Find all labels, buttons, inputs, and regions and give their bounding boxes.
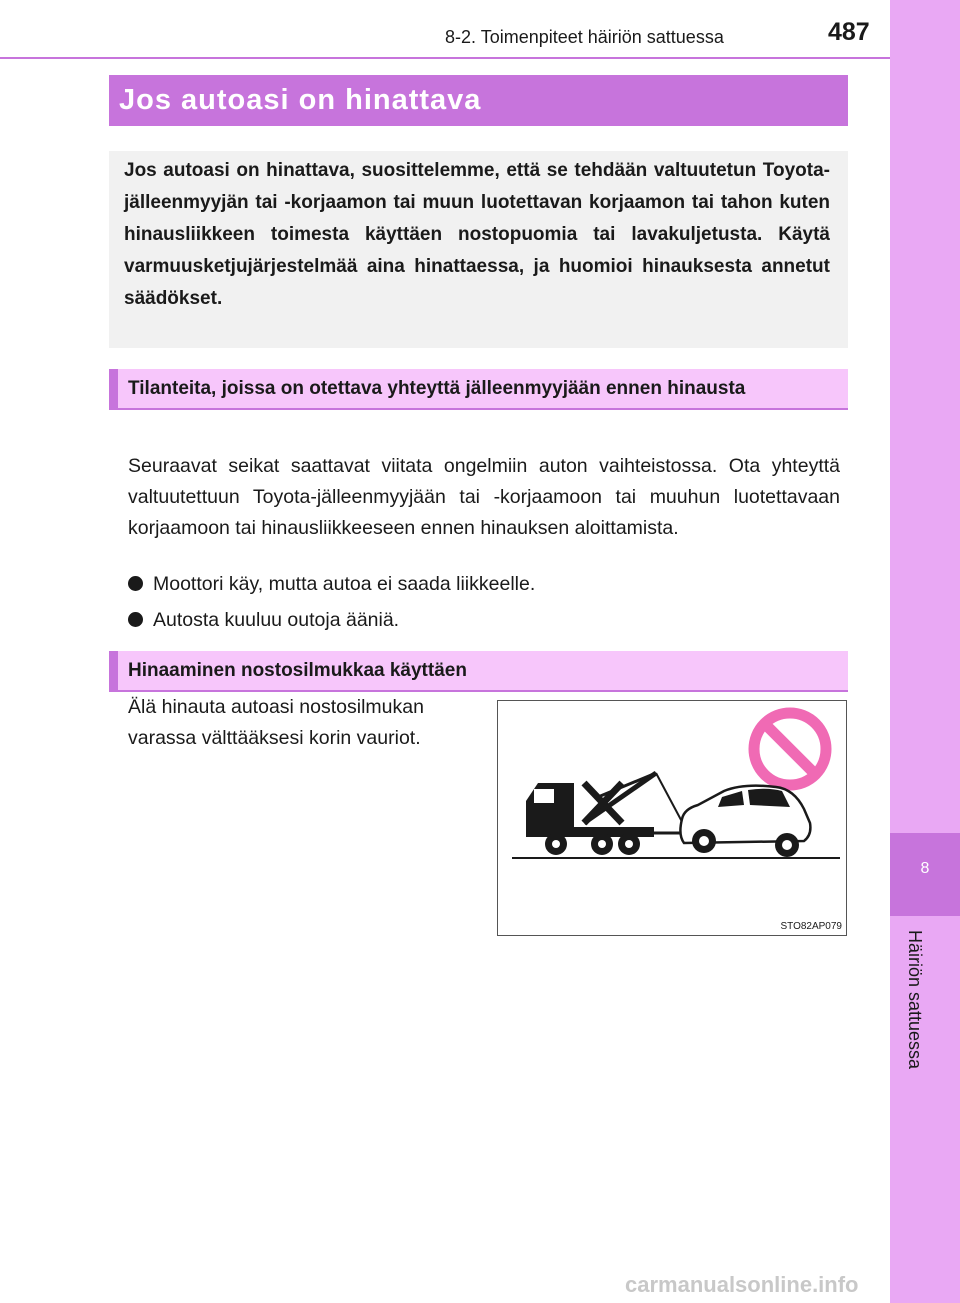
prohibition-icon <box>754 713 826 785</box>
car-icon <box>680 786 810 857</box>
chapter-name: Häiriön sattuessa <box>905 930 925 1070</box>
section-heading-towing-eyelet <box>109 651 848 692</box>
chapter-sidebar <box>890 0 960 1303</box>
bullet-item <box>128 569 840 600</box>
towing-eyelet-line-1: Älä hinauta autoasi nostosilmukan <box>128 696 424 718</box>
section-heading-text: Tilanteita, joissa on otettava yhteyttä jälleenmyyjään ennen hinausta <box>128 378 746 399</box>
watermark: carmanualsonline.info <box>625 1272 859 1297</box>
section-heading-text: Hinaaminen nostosilmukkaa käyttäen <box>128 660 467 681</box>
bullet-item <box>128 605 840 636</box>
tow-truck-icon <box>526 773 688 855</box>
page-title: Jos autoasi on hinattava <box>119 84 482 116</box>
section-body-text: Seuraavat seikat saattavat viitata ongelmiin auton vaihteistossa. Ota yhteyttä valtuutettuun Toyota-jälleenmyyjään tai -korjaamoon tai muuhun luotettavaan korjaamoon tai hinausliikkeeseen ennen hinauksen aloittamista. <box>128 455 840 539</box>
bullet-icon <box>128 612 143 627</box>
page-number: 487 <box>828 18 870 46</box>
bullet-text: Autosta kuuluu outoja ääniä. <box>153 609 400 631</box>
intro-box <box>109 151 848 348</box>
chapter-number: 8 <box>920 860 930 877</box>
towing-eyelet-text <box>128 692 488 754</box>
bullet-icon <box>128 576 143 591</box>
header-divider <box>0 57 890 59</box>
section-heading-dealer <box>109 369 848 410</box>
section-path: 8-2. Toimenpiteet häiriön sattuessa <box>445 27 724 47</box>
towing-figure <box>497 700 847 936</box>
bullet-text: Moottori käy, mutta autoa ei saada liikkeelle. <box>153 573 536 595</box>
title-bar <box>109 75 848 126</box>
towing-illustration <box>498 701 848 937</box>
figure-code: STO82AP079 <box>780 921 842 932</box>
towing-eyelet-line-2: varassa välttääksesi korin vauriot. <box>128 727 421 749</box>
intro-text: Jos autoasi on hinattava, suosittelemme, että se tehdään valtuutetun Toyota-jälleenmyyjän tai -korjaamon tai muun luotettavan korjaamon tai tahon kuten hinausliikkeen toimesta käyttäen nostopuomia tai lavakuljetusta. Käytä varmuusketjujärjestelmää aina hinattaessa, ja huomioi hinauksesta annetut säädökset. <box>124 160 830 309</box>
